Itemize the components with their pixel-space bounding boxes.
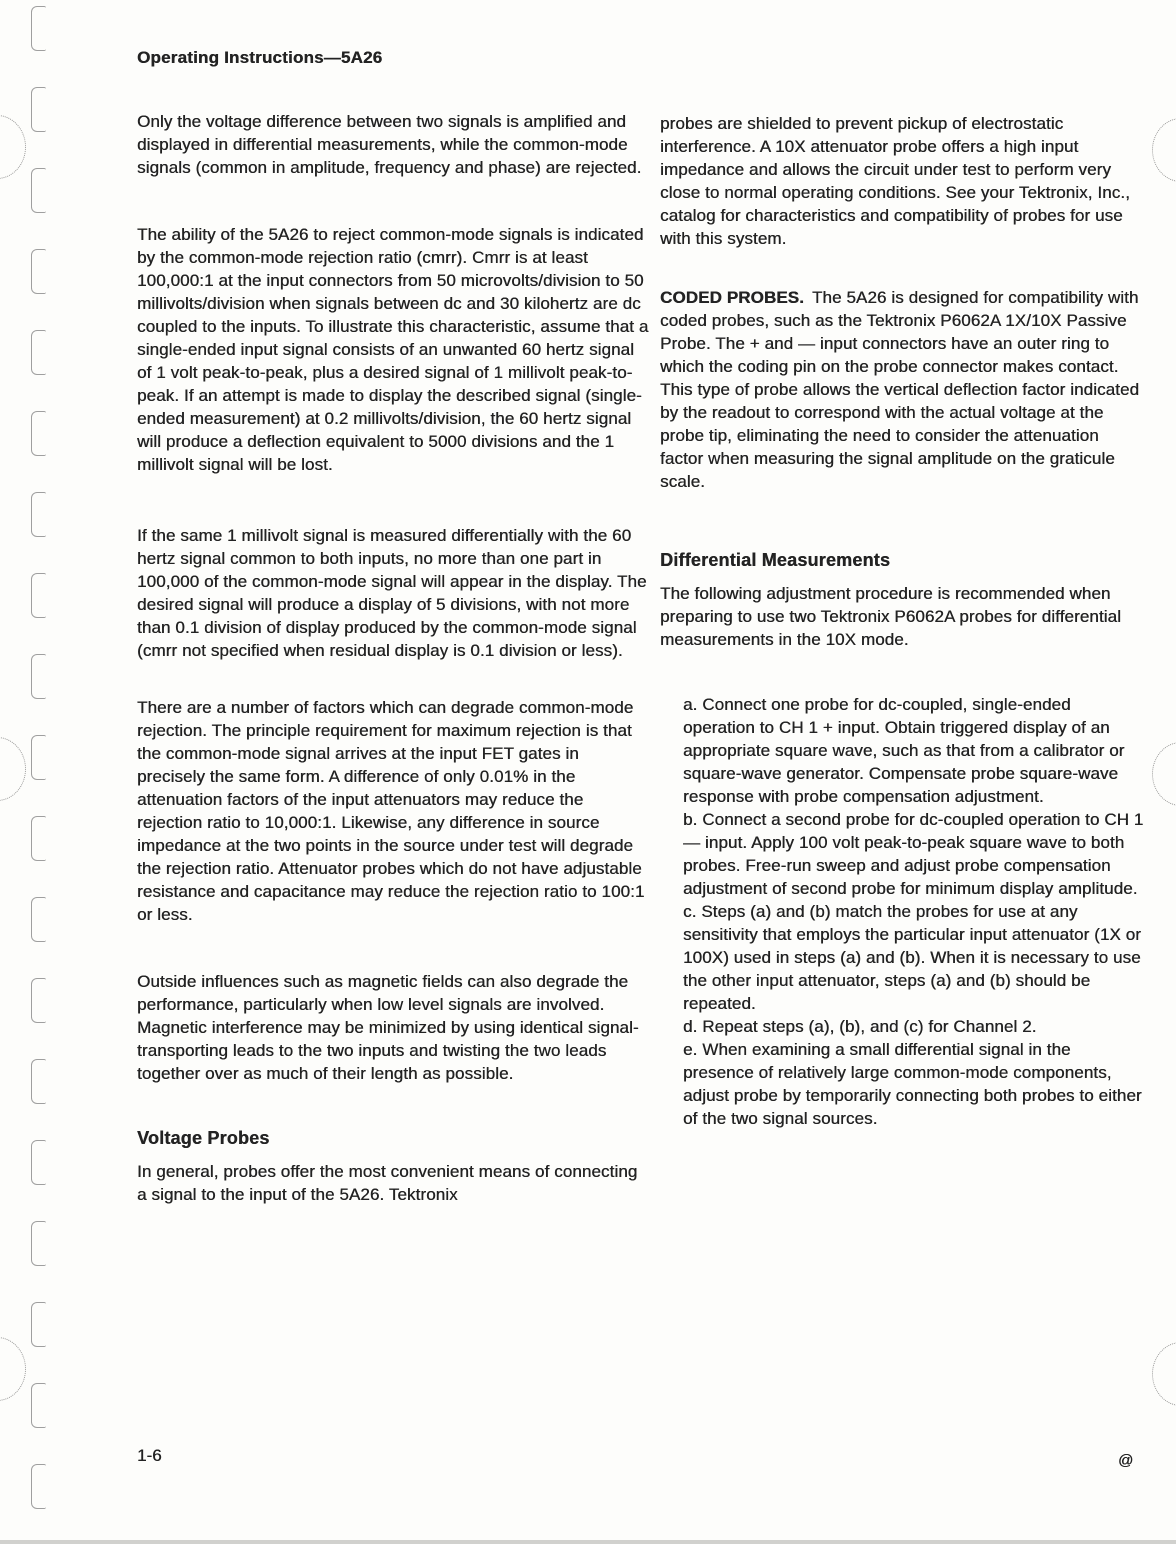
binding-mark <box>31 1059 46 1104</box>
right-column <box>660 112 1146 1130</box>
binding-mark <box>31 1140 46 1185</box>
binding-mark <box>31 411 46 456</box>
page-header: Operating Instructions—5A26 <box>137 48 383 67</box>
binding-mark <box>31 816 46 861</box>
section-heading-differential-measurements: Differential Measurements <box>660 550 891 570</box>
paragraph-probes-continued: probes are shielded to prevent pickup of electrostatic interference. A 10X attenuator probe offers a high input impedance and allows the circuit under test to perform very close to normal operating conditions. See your Tektronix, Inc., catalog for characteristics and compatibility of probes for use with this system. <box>660 114 1130 248</box>
binding-mark <box>31 87 46 132</box>
binding-mark <box>31 1383 46 1428</box>
binder-ring <box>0 737 26 801</box>
binding-mark <box>31 330 46 375</box>
page-number: 1-6 <box>137 1446 162 1465</box>
binder-ring <box>1152 1342 1176 1406</box>
binding-mark <box>31 492 46 537</box>
step-d: d. Repeat steps (a), (b), and (c) for Channel 2. <box>683 1017 1037 1036</box>
step-b: b. Connect a second probe for dc-coupled operation to CH 1 — input. Apply 100 volt peak-to-peak square wave to both probes. Free-run sweep and adjust probe compensation adjustment of second probe for minimum display amplitude. <box>683 810 1144 898</box>
left-column <box>137 110 649 1206</box>
paragraph-outside: Outside influences such as magnetic fields can also degrade the performance, particularly when low level signals are involved. Magnetic interference may be minimized by using identical signal-transporting leads to the two inputs and twisting the two leads together over as much of their length as possible. <box>137 972 639 1083</box>
step-c: c. Steps (a) and (b) match the probes for use at any sensitivity that employs the particular input attenuator (1X or 100X) used in steps (a) and (b). When it is necessary to use the other input attenuator, steps (a) and (b) should be repeated. <box>683 902 1141 1013</box>
binding-mark <box>31 249 46 294</box>
coded-probes-text: The 5A26 is designed for compatibility with coded probes, such as the Tektronix P6062A 1X/10X Passive Probe. The + and — input connectors have an outer ring to which the coding pin on the probe connector makes contact. This type of probe allows the vertical deflection factor indicated by the readout to correspond with the actual voltage at the probe tip, eliminating the need to consider the attenuation factor when measuring the signal amplitude on the graticule scale. <box>660 288 1140 491</box>
binding-mark <box>31 168 46 213</box>
binder-ring <box>1152 742 1176 806</box>
revision-mark: @ <box>1118 1452 1134 1469</box>
binding-mark <box>31 897 46 942</box>
binding-mark <box>31 1221 46 1266</box>
binding-mark <box>31 654 46 699</box>
binding-mark <box>31 1302 46 1347</box>
paragraph-intro: Only the voltage difference between two signals is amplified and displayed in differential measurements, while the common-mode signals (common in amplitude, frequency and phase) are rejected. <box>137 112 642 177</box>
coded-probes-label: CODED PROBES. <box>660 288 804 307</box>
binding-mark <box>31 735 46 780</box>
paragraph-coded-probes <box>660 286 1146 493</box>
paragraph-degrade: There are a number of factors which can degrade common-mode rejection. The principle requirement for maximum rejection is that the common-mode signal arrives at the input FET gates in precisely the same form. A difference of only 0.01% in the attenuation factors of the input attenuators may reduce the rejection ratio to 10,000:1. Likewise, any difference in source impedance at the two points in the source under test will degrade the rejection ratio. Attenuator probes which do not have adjustable resistance and capacitance may reduce the rejection ratio to 100:1 or less. <box>137 698 645 924</box>
binding-mark <box>31 1464 46 1509</box>
section-heading-voltage-probes: Voltage Probes <box>137 1128 270 1148</box>
paragraph-differential-intro: The following adjustment procedure is recommended when preparing to use two Tektronix P6062A probes for differential measurements in the 10X mode. <box>660 584 1121 649</box>
binding-mark <box>31 573 46 618</box>
binder-ring <box>0 1337 26 1401</box>
paragraph-voltage-probes: In general, probes offer the most convenient means of connecting a signal to the input of the 5A26. Tektronix <box>137 1162 638 1204</box>
scan-edge <box>0 1540 1176 1544</box>
binding-mark <box>31 978 46 1023</box>
binder-ring <box>1152 118 1176 182</box>
binder-ring <box>0 115 26 179</box>
step-e: e. When examining a small differential signal in the presence of relatively large common-mode components, adjust probe by temporarily connecting both probes to either of the two signal sources. <box>683 1040 1142 1128</box>
paragraph-differential: If the same 1 millivolt signal is measured differentially with the 60 hertz signal common to both inputs, no more than one part in 100,000 of the common-mode signal will appear in the display. The desired signal will produce a display of 5 divisions, with not more than 0.1 division of display produced by the common-mode signal (cmrr not specified when residual display is 0.1 division or less). <box>137 526 647 660</box>
step-a: a. Connect one probe for dc-coupled, single-ended operation to CH 1 + input. Obtain triggered display of an appropriate square wave, such as that from a calibrator or square-wave generator. Compensate probe square-wave response with probe compensation adjustment. <box>683 695 1125 806</box>
binding-mark <box>31 6 46 51</box>
paragraph-cmrr: The ability of the 5A26 to reject common-mode signals is indicated by the common-mode rejection ratio (cmrr). Cmrr is at least 100,000:1 at the input connectors from 50 microvolts/division to 50 millivolts/division when signals between dc and 30 kilohertz are dc coupled to the inputs. To illustrate this characteristic, assume that a single-ended input signal consists of an unwanted 60 hertz signal of 1 volt peak-to-peak, plus a desired signal of 1 millivolt peak-to-peak. If an attempt is made to display the described signal (single-ended measurement) at 0.2 millivolts/division, the 60 hertz signal will produce a deflection equivalent to 5000 divisions and the 1 millivolt signal will be lost. <box>137 225 649 474</box>
